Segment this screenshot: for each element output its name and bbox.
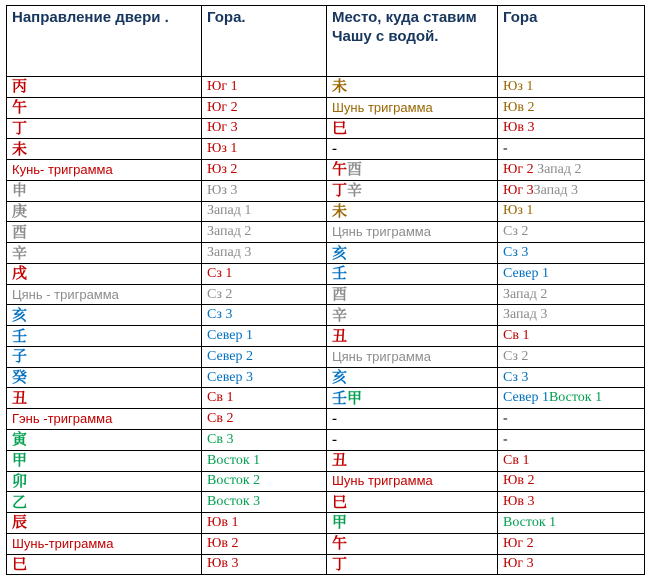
mountain-cell (202, 97, 327, 118)
cell-text: 丁 (332, 181, 348, 200)
mountain-2-cell (498, 409, 645, 430)
mountain-2-cell (498, 471, 645, 492)
cell-text: Св 1 (207, 390, 234, 406)
cell-text: 亥 (332, 243, 348, 262)
mountain-cell (202, 554, 327, 575)
door-direction-cell (7, 471, 202, 492)
cell-text: 辛 (332, 305, 348, 324)
table-row (7, 201, 645, 222)
mountain-2-cell (498, 243, 645, 264)
cell-text: Юг 1 (207, 78, 238, 94)
mountain-cell (202, 180, 327, 201)
door-direction-cell (7, 388, 202, 409)
cell-text: Запад 2 (503, 286, 548, 302)
cell-text: Сз 3 (207, 307, 233, 323)
cell-text: 甲 (347, 388, 363, 407)
cell-text: Юз 2 (207, 161, 238, 177)
water-bowl-place-cell (327, 160, 498, 181)
cell-text: 酉 (332, 285, 348, 304)
water-bowl-place-cell (327, 471, 498, 492)
door-direction-cell (7, 284, 202, 305)
cell-text: Север 1 (503, 265, 549, 281)
mountain-cell (202, 346, 327, 367)
table-row (7, 533, 645, 554)
door-direction-cell (7, 201, 202, 222)
water-bowl-place-cell (327, 533, 498, 554)
door-direction-cell (7, 305, 202, 326)
door-direction-cell (7, 346, 202, 367)
cell-text: Север 3 (207, 369, 253, 385)
cell-text: Запад 3 (207, 245, 252, 260)
mountain-cell (202, 471, 327, 492)
door-direction-cell (7, 118, 202, 139)
table-row (7, 492, 645, 513)
mountain-2-cell (498, 554, 645, 575)
door-direction-cell (7, 367, 202, 388)
water-bowl-place-cell (327, 201, 498, 222)
cell-text: 丑 (332, 326, 348, 345)
cell-text: 丙 (12, 77, 28, 96)
cell-text: Юв 3 (503, 494, 535, 510)
cell-text: Цянь триграмма (332, 224, 431, 240)
cell-text: Сз 1 (207, 265, 233, 281)
door-direction-cell (7, 222, 202, 243)
mountain-2-cell (498, 118, 645, 139)
cell-text: 丑 (332, 451, 348, 470)
cell-text: Юв 3 (503, 120, 535, 136)
water-bowl-place-cell (327, 222, 498, 243)
cell-text: Запад 1 (207, 203, 252, 219)
cell-text: Юз 1 (207, 141, 238, 157)
cell-text: Запад 2 (207, 224, 252, 240)
table-row (7, 284, 645, 305)
door-direction-cell (7, 139, 202, 160)
cell-text: 未 (332, 77, 348, 96)
mountain-2-cell (498, 263, 645, 284)
cell-text: Сз 3 (503, 369, 529, 385)
table-row (7, 180, 645, 201)
cell-text: 辰 (12, 513, 28, 532)
cell-text: Шунь триграмма (332, 473, 433, 489)
mountain-cell (202, 533, 327, 554)
table-row (7, 388, 645, 409)
water-bowl-place-cell (327, 513, 498, 534)
cell-text: 巳 (332, 492, 348, 511)
door-direction-cell (7, 513, 202, 534)
cell-text: Восток 2 (207, 473, 261, 489)
cell-text: 午 (332, 534, 348, 553)
cell-text: - (503, 411, 508, 427)
mountain-2-cell (498, 305, 645, 326)
cell-text: 壬 (12, 326, 28, 345)
water-bowl-place-cell (327, 305, 498, 326)
door-direction-table (6, 5, 645, 575)
cell-text: Св 1 (503, 452, 530, 468)
water-bowl-place-cell (327, 367, 498, 388)
door-direction-cell (7, 160, 202, 181)
mountain-2-cell (498, 388, 645, 409)
cell-text: Св 1 (503, 328, 530, 344)
table-row (7, 409, 645, 430)
cell-text: Запад 3 (503, 307, 548, 323)
header-mountain-2: Гора (498, 6, 645, 77)
cell-text: 酉 (347, 160, 363, 179)
water-bowl-place-cell (327, 284, 498, 305)
water-bowl-place-cell (327, 118, 498, 139)
cell-text: 亥 (12, 305, 28, 324)
mountain-2-cell (498, 77, 645, 98)
cell-text: Юг 3 (207, 120, 238, 136)
mountain-2-cell (498, 180, 645, 201)
mountain-2-cell (498, 533, 645, 554)
mountain-cell (202, 305, 327, 326)
cell-text: 亥 (332, 368, 348, 387)
cell-text: 未 (12, 139, 28, 158)
mountain-2-cell (498, 513, 645, 534)
mountain-cell (202, 450, 327, 471)
mountain-cell (202, 284, 327, 305)
mountain-2-cell (498, 326, 645, 347)
mountain-cell (202, 243, 327, 264)
water-bowl-place-cell (327, 77, 498, 98)
mountain-2-cell (498, 346, 645, 367)
cell-text: Кунь- триграмма (12, 161, 113, 177)
cell-text: Юг 3 (503, 556, 534, 572)
cell-text: Запад 3 (533, 182, 579, 198)
mountain-2-cell (498, 97, 645, 118)
door-direction-cell (7, 450, 202, 471)
table-body (7, 77, 645, 575)
water-bowl-place-cell (327, 346, 498, 367)
cell-text: Юг 2 (207, 99, 238, 115)
mountain-2-cell (498, 222, 645, 243)
cell-text: Юв 2 (207, 535, 239, 551)
cell-text: 午 (12, 98, 28, 117)
mountain-cell (202, 430, 327, 451)
mountain-2-cell (498, 284, 645, 305)
cell-text: 丁 (332, 554, 348, 573)
cell-text: Цянь - триграмма (12, 286, 119, 302)
cell-text: Юв 3 (207, 556, 239, 572)
table-row (7, 513, 645, 534)
table-row (7, 97, 645, 118)
mountain-2-cell (498, 367, 645, 388)
water-bowl-place-cell (327, 263, 498, 284)
cell-text: Юз 3 (207, 182, 238, 198)
cell-text: Восток 3 (207, 494, 261, 510)
mountain-cell (202, 326, 327, 347)
cell-text: Сз 2 (503, 224, 529, 240)
mountain-cell (202, 118, 327, 139)
mountain-cell (202, 367, 327, 388)
mountain-cell (202, 263, 327, 284)
table-row (7, 305, 645, 326)
cell-text: Св 2 (207, 411, 234, 427)
mountain-2-cell (498, 492, 645, 513)
door-direction-cell (7, 326, 202, 347)
table-row (7, 367, 645, 388)
cell-text: 壬 (332, 264, 348, 283)
door-direction-cell (7, 430, 202, 451)
mountain-2-cell (498, 450, 645, 471)
cell-text: 辛 (347, 181, 363, 200)
cell-text: 酉 (12, 222, 28, 241)
cell-text: 壬 (332, 388, 348, 407)
cell-text: 卯 (12, 471, 28, 490)
cell-text: Юг 2 (503, 161, 534, 177)
table-row (7, 346, 645, 367)
cell-text: Сз 3 (503, 245, 529, 260)
cell-text: - (503, 141, 508, 157)
table-row (7, 430, 645, 451)
mountain-2-cell (498, 139, 645, 160)
mountain-cell (202, 513, 327, 534)
table-row (7, 554, 645, 575)
table-row (7, 77, 645, 98)
cell-text: Юв 2 (503, 99, 535, 115)
cell-text: 午 (332, 160, 348, 179)
cell-text: 丑 (12, 388, 28, 407)
cell-text: 寅 (12, 430, 28, 449)
table-row (7, 326, 645, 347)
water-bowl-place-cell (327, 492, 498, 513)
mountain-2-cell (498, 430, 645, 451)
table-row (7, 471, 645, 492)
water-bowl-place-cell (327, 326, 498, 347)
mountain-cell (202, 388, 327, 409)
door-direction-cell (7, 492, 202, 513)
cell-text: Шунь триграмма (332, 99, 433, 115)
cell-text: 丁 (12, 118, 28, 137)
cell-text: Юз 1 (503, 78, 534, 94)
cell-text: Св 3 (207, 431, 234, 447)
door-direction-cell (7, 243, 202, 264)
water-bowl-place-cell (327, 409, 498, 430)
header-water-bowl-place: Место, куда ставим Чашу с водой. (327, 6, 498, 77)
cell-text: Север 2 (207, 348, 253, 364)
door-direction-cell (7, 180, 202, 201)
cell-text: - (332, 141, 337, 158)
cell-text: 申 (12, 181, 28, 200)
cell-text: 未 (332, 201, 348, 220)
cell-text: 辛 (12, 243, 28, 262)
cell-text: 癸 (12, 368, 28, 387)
table-row (7, 139, 645, 160)
cell-text: Юг 2 (503, 535, 534, 551)
table-row (7, 118, 645, 139)
door-direction-cell (7, 554, 202, 575)
mountain-cell (202, 201, 327, 222)
header-mountain: Гора. (202, 6, 327, 77)
table-row (7, 222, 645, 243)
cell-text: Юг 3 (503, 182, 534, 198)
mountain-cell (202, 409, 327, 430)
cell-text: - (503, 431, 508, 447)
cell-text: 甲 (332, 513, 348, 532)
mountain-cell (202, 77, 327, 98)
cell-text: 巳 (332, 118, 348, 137)
mountain-cell (202, 160, 327, 181)
cell-text: Юв 2 (503, 473, 535, 489)
water-bowl-place-cell (327, 180, 498, 201)
water-bowl-place-cell (327, 554, 498, 575)
cell-text: Сз 2 (207, 286, 233, 302)
water-bowl-place-cell (327, 97, 498, 118)
cell-text: Запад 2 (533, 161, 582, 177)
mountain-2-cell (498, 160, 645, 181)
door-direction-cell (7, 263, 202, 284)
water-bowl-place-cell (327, 430, 498, 451)
cell-text: - (332, 411, 337, 428)
door-direction-cell (7, 533, 202, 554)
header-row (7, 6, 645, 77)
cell-text: 戌 (12, 264, 28, 283)
water-bowl-place-cell (327, 139, 498, 160)
mountain-cell (202, 222, 327, 243)
table-row (7, 243, 645, 264)
header-door-direction: Направление двери . (7, 6, 202, 77)
cell-text: 甲 (12, 451, 28, 470)
cell-text: Север 1 (207, 328, 253, 344)
cell-text: 巳 (12, 554, 28, 573)
mountain-2-cell (498, 201, 645, 222)
cell-text: 庚 (12, 201, 28, 220)
cell-text: Юв 1 (207, 514, 239, 530)
mountain-cell (202, 139, 327, 160)
water-bowl-place-cell (327, 450, 498, 471)
door-direction-cell (7, 97, 202, 118)
mountain-cell (202, 492, 327, 513)
water-bowl-place-cell (327, 243, 498, 264)
door-direction-cell (7, 409, 202, 430)
table-row (7, 160, 645, 181)
cell-text: Юз 1 (503, 203, 534, 219)
cell-text: Восток 1 (548, 390, 603, 406)
water-bowl-place-cell (327, 388, 498, 409)
cell-text: Восток 1 (503, 514, 557, 530)
cell-text: Восток 1 (207, 452, 261, 468)
cell-text: Сз 2 (503, 348, 529, 364)
cell-text: Шунь-триграмма (12, 535, 114, 551)
cell-text: 子 (12, 347, 28, 366)
table-row (7, 263, 645, 284)
table-row (7, 450, 645, 471)
cell-text: Гэнь -триграмма (12, 411, 113, 427)
door-direction-cell (7, 77, 202, 98)
cell-text: 乙 (12, 492, 28, 511)
cell-text: Цянь триграмма (332, 348, 431, 364)
cell-text: - (332, 431, 337, 448)
cell-text: Север 1 (503, 390, 549, 406)
